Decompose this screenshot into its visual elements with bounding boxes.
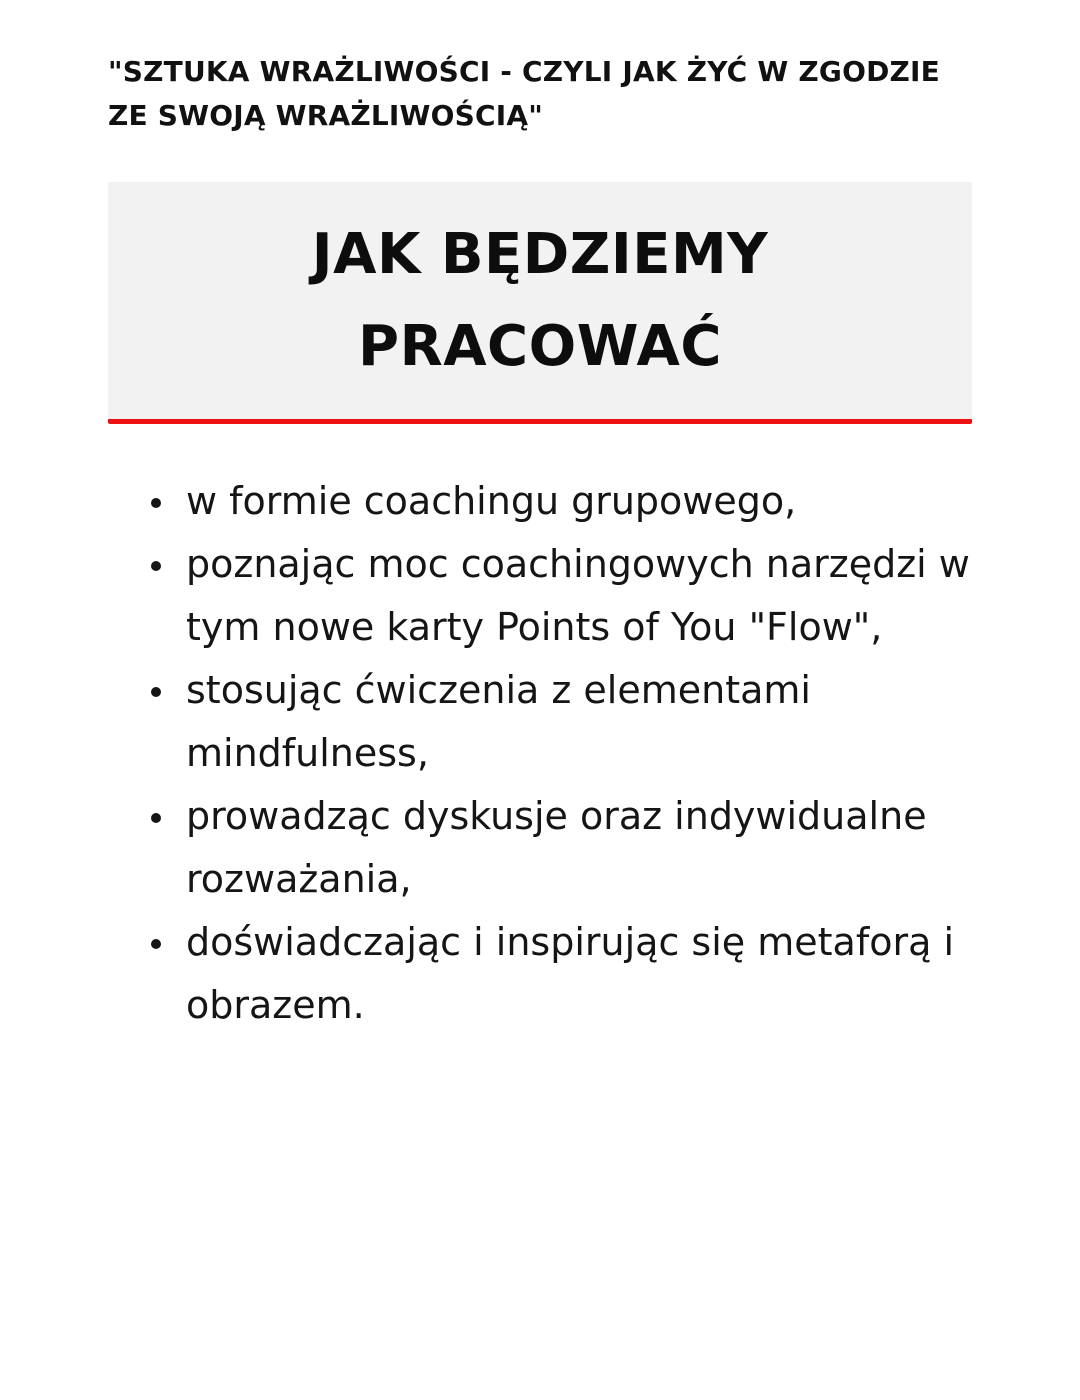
list-item-text: poznając moc coachingowych narzędzi w tym nowe karty Points of You "Flow", [186,542,970,649]
list-item [140,911,990,1037]
method-list [140,470,990,1037]
list-item-text: prowadząc dyskusje oraz indywidualne rozważania, [186,794,927,901]
list-item [140,785,990,911]
list-item [140,659,990,785]
bullet-icon [151,813,161,823]
list-item-text: doświadczając i inspirując się metaforą i obrazem. [186,920,954,1027]
list-item [140,470,990,533]
section-heading: JAK BĘDZIEMY PRACOWAĆ [311,221,769,379]
heading-box [108,182,972,424]
list-item [140,533,990,659]
document-title: "SZTUKA WRAŻLIWOŚCI - CZYLI JAK ŻYĆ W ZGODZIE ZE SWOJĄ WRAŻLIWOŚCIĄ" [108,55,940,132]
list-item-text: stosując ćwiczenia z elementami mindfulness, [186,668,811,775]
bullet-icon [151,498,161,508]
bullet-icon [151,561,161,571]
bullet-icon [151,687,161,697]
list-item-text: w formie coachingu grupowego, [186,479,797,523]
bullet-icon [151,939,161,949]
